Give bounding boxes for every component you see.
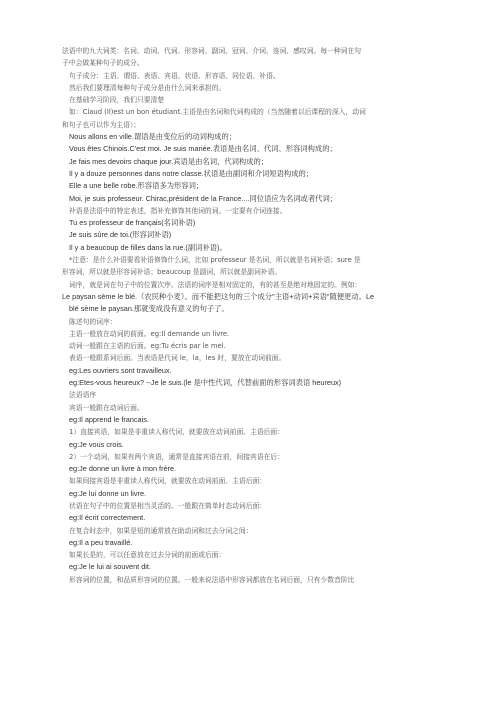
text-line: eg:Il apprend le francais. — [69, 414, 149, 424]
text-line: eg:Il écrit correctement. — [69, 513, 146, 523]
text-line: 如果长是的，可以任意放在过去分词的前面或后面： — [69, 551, 226, 560]
text-line: eg:Je lui donne un livre. — [69, 488, 147, 498]
text-line: 形容词，所以就是形容词补语；beaucoup 是副词，所以就是副词补语。 — [62, 268, 282, 277]
text-line: 2）一个动词，如果有两个宾语，通常是直接宾语在前，间接宾语在后： — [69, 452, 285, 461]
text-line: 词序，就是词在句子中的位置次序。法语的词序是相对固定的，有的甚至是绝对地固定的。例如： — [69, 280, 362, 289]
text-line: 子中会做某种句子的成分。 — [62, 59, 144, 68]
text-line: 句子成分：主语、谓语、表语、宾语、状语、形容语、同位语、补语。 — [69, 71, 280, 80]
text-line: 状语在句子中的位置是相当灵活的。一般跟在简单时态动词后面： — [69, 501, 267, 510]
text-line: Je suis sûre de toi.(形容词补语) — [69, 230, 172, 240]
text-line: 形容词的位置，和品质形容词的位置。一般来说法语中形容词都放在名词后面，只有少数音阶比 — [69, 575, 355, 584]
document-body — [62, 45, 434, 586]
text-line: 1）直接宾语，如果是非重读人称代词，就要放在动词前面、主语后面： — [69, 428, 285, 437]
text-line: 在复合时态中，如果是短的通常放在助动词和过去分词之间： — [69, 526, 253, 535]
text-line: 补语是法语中的特定表述，指补充修饰其他词的词。一定要有介词连接。 — [69, 206, 287, 215]
text-line: eg:Je vous crois. — [69, 439, 124, 449]
text-line: 宾语一般跟在动词后面。 — [69, 403, 144, 412]
text-line: 动词一般跟在主语的后面。eg:Tu écris par le mel. — [69, 342, 226, 351]
text-line: eg:Je le lui ai souvent dit. — [69, 562, 151, 572]
text-line: 主语一般放在动词的前面。eg:Il demande un livre. — [69, 329, 230, 338]
text-line: eg:Etes-vous heureux? --Je le suis.(le 是中性代词，代替前面的形容词表语 heureux) — [69, 378, 342, 388]
text-line: Vous êtes Chinois.C'est moi. Je suis mariée.表语是由名词、代词、形容词构成的； — [69, 144, 337, 154]
text-line: Tu es professeur de français(名词补语) — [69, 218, 196, 228]
text-line: Il y a douze personnes dans notre classe.状语是由副词和介词短语构成的； — [69, 168, 314, 178]
text-line: 然后我们要理清每种句子成分是由什么词来承担的。 — [69, 83, 226, 92]
text-line: 和句子也可以作为主语）； — [62, 120, 141, 129]
text-line: 法语语序 — [69, 391, 97, 400]
text-line: eg:Je donne un livre à mon frère. — [69, 464, 177, 474]
text-line: 表语一般跟系词后面。当表语是代词 le，la，les 时，要放在动词前面。 — [69, 354, 286, 363]
text-line: 在基础学习阶段，我们只要清楚 — [69, 96, 165, 105]
text-line: 如果间接宾语是非重读人称代词，就要放在动词前面、主语后面： — [69, 477, 267, 486]
text-line: 陈述句的词序： — [69, 317, 117, 326]
text-line: *注意：是什么补语要看补语修饰什么词，比如 professeur 是名词，所以就是名词补语；sure 是 — [69, 256, 361, 265]
text-line: blé sème le paysan.那就变成没有意义的句子了。 — [69, 304, 229, 314]
text-line: Il y a beaucoup de filles dans la rue.(副词补语)。 — [69, 242, 227, 252]
text-line: eg:Il a peu travaillé. — [69, 537, 133, 547]
text-line: Elle a une belle robe.形容语多为形容词； — [69, 181, 204, 191]
text-line: 如：Claud (Il)est un bon étudiant.主语是由名词和代词构成的（当然随着以后课程的深入，动词 — [69, 108, 366, 117]
text-line: Le paysan sème le blé.（农民种小麦）。而不能把这句的三个成分"主语+动词+宾语"随便更动。Le — [62, 291, 375, 301]
text-line: eg:Les ouvriers sont travailleux. — [69, 365, 172, 375]
text-line: 法语中的九大词类：名词、动词、代词、形容词、副词、冠词、介词、连词、感叹词。每一种词在句 — [62, 47, 362, 55]
text-line: Moi, je suis professeur. Chirac,président de la France....同位语应为名词或者代词； — [69, 193, 338, 203]
text-line: Nous allons en ville.谓语是由变位后的动词构成的； — [69, 132, 237, 142]
text-line: Je fais mes devoirs chaque jour.宾语是由名词，代词构成的； — [69, 156, 269, 166]
